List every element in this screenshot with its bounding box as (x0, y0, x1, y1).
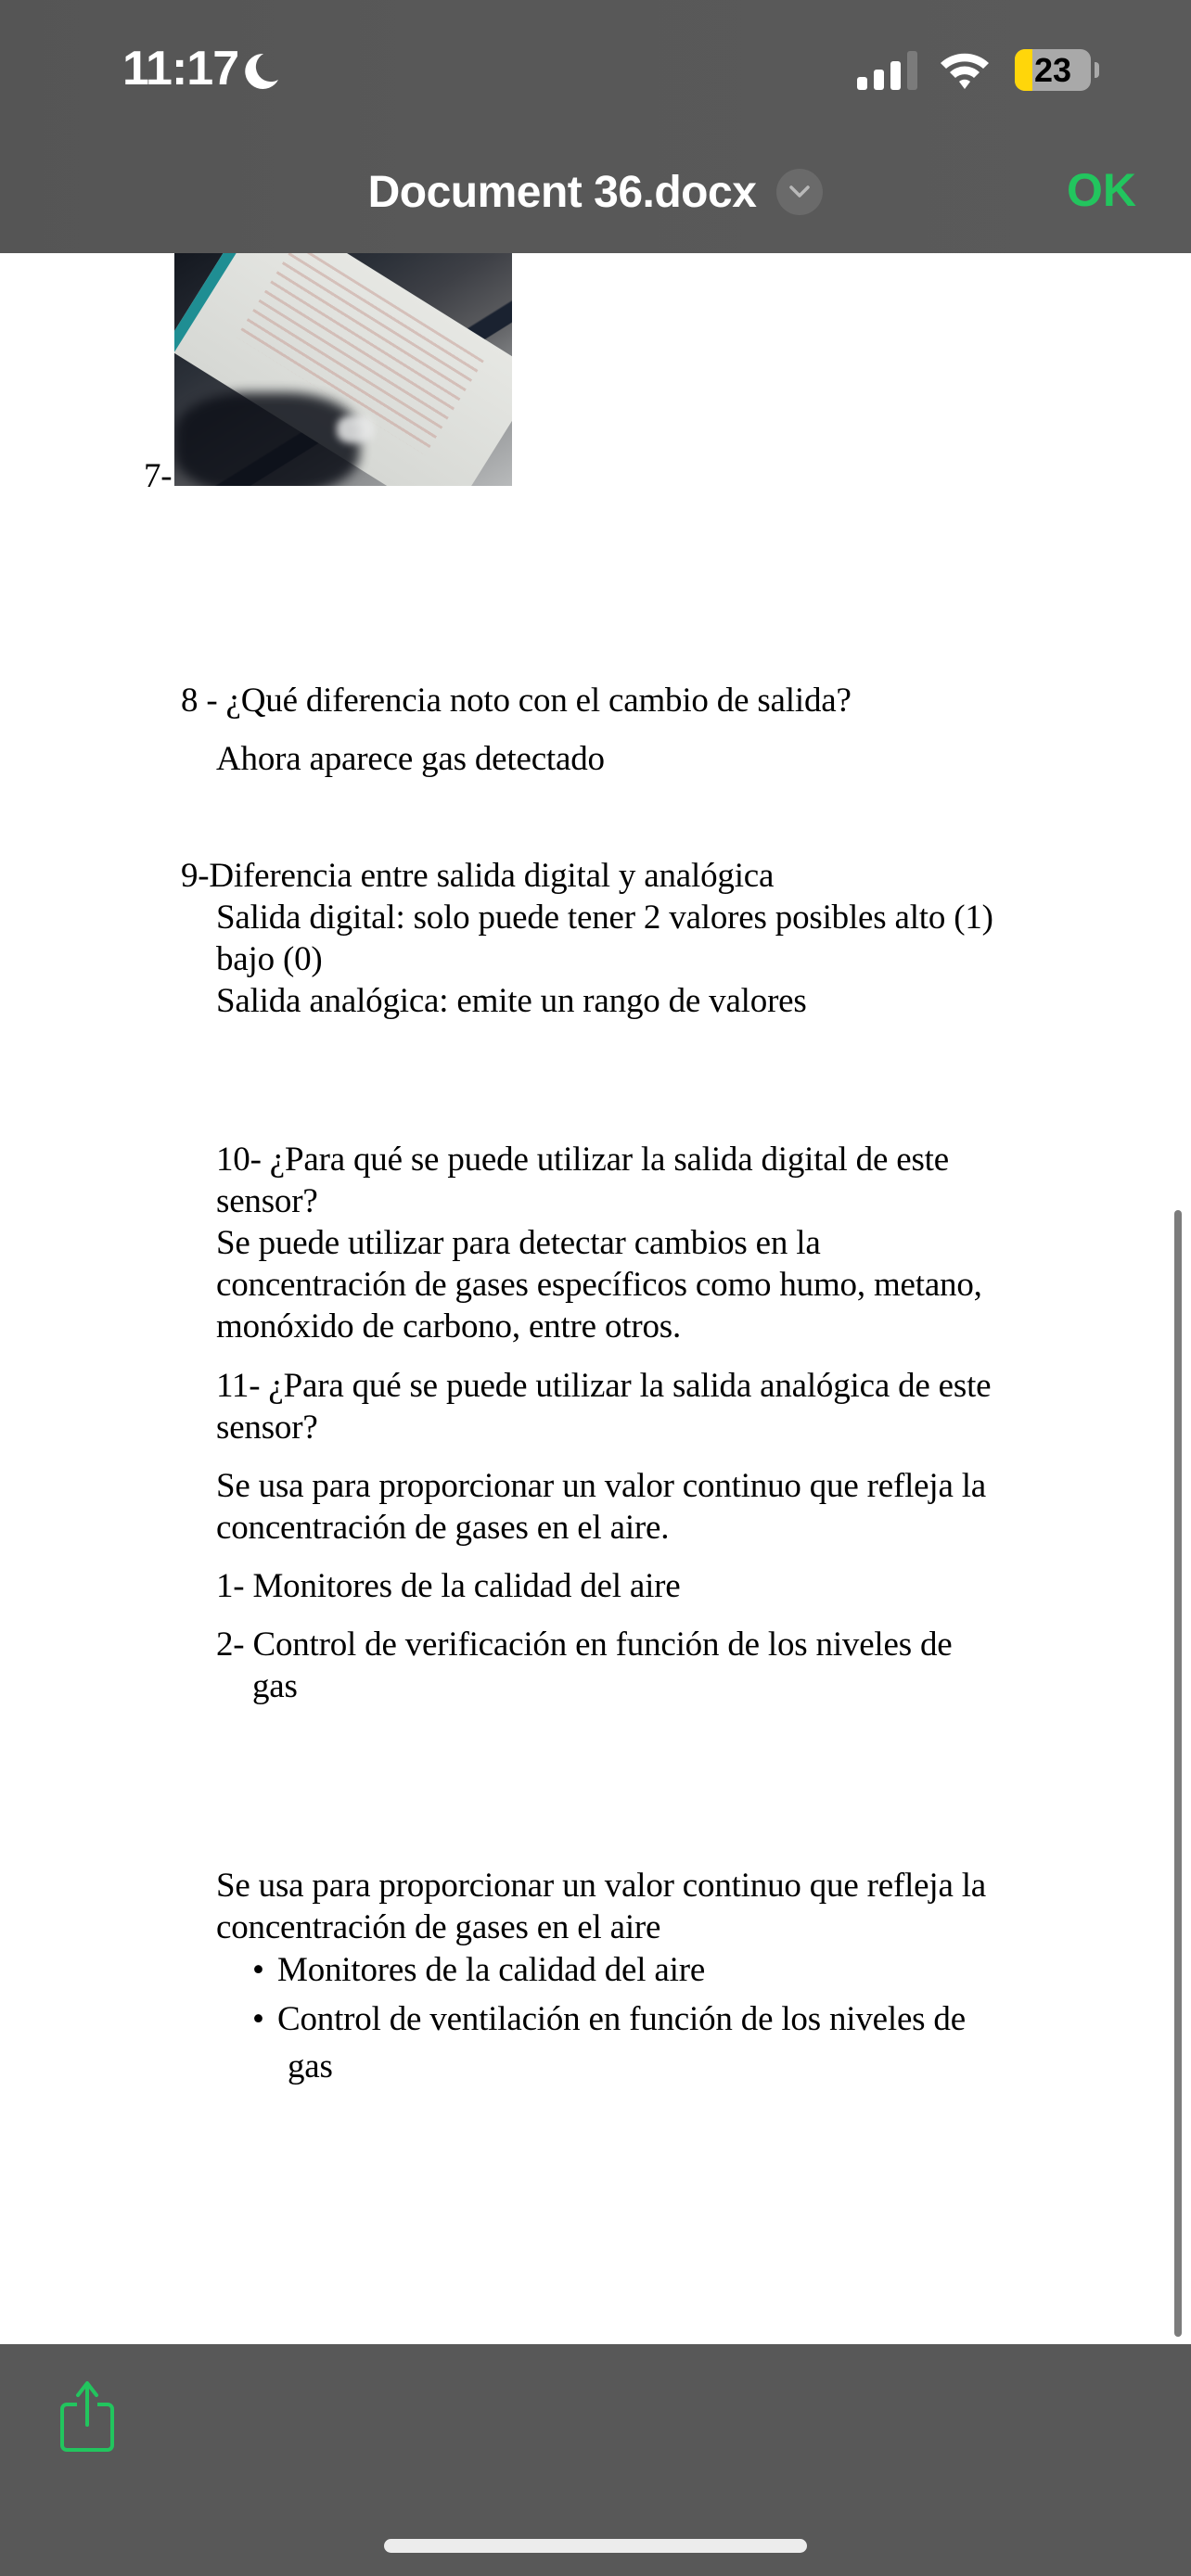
home-indicator[interactable] (384, 2539, 807, 2553)
embedded-photo[interactable] (174, 253, 512, 486)
answer-8: Ahora aparece gas detectado (216, 740, 605, 778)
chevron-down-icon (789, 185, 810, 198)
question-8: 8 - ¿Qué diferencia noto con el cambio de salida? (181, 682, 852, 720)
document-page[interactable] (0, 253, 1191, 2344)
battery-cap (1095, 62, 1099, 78)
answer-11-list-item-continuation: gas (252, 1667, 298, 1705)
answer-11-list-item: 1- Monitores de la calidad del aire (216, 1567, 681, 1605)
title-menu-button[interactable] (776, 169, 823, 215)
final-paragraph-line: concentración de gases en el aire (216, 1908, 661, 1946)
answer-11-line: concentración de gases en el aire. (216, 1509, 670, 1547)
battery-level: 23 (1033, 50, 1072, 89)
answer-9-line: Salida digital: solo puede tener 2 valores posibles alto (1) (216, 899, 993, 937)
question-9: 9-Diferencia entre salida digital y analógica (181, 857, 775, 895)
question-11-line: 11- ¿Para qué se puede utilizar la salida analógica de este (216, 1367, 992, 1405)
answer-9-line: Salida analógica: emite un rango de valores (216, 982, 807, 1020)
document-title-area (0, 159, 1191, 224)
bullet-item: Monitores de la calidad del aire (277, 1951, 706, 1989)
answer-11-line: Se usa para proporcionar un valor continuo que refleja la (216, 1467, 987, 1505)
photo-detail (337, 415, 374, 443)
answer-11-list-item: 2- Control de verificación en función de los niveles de (216, 1626, 953, 1664)
vertical-scrollbar[interactable] (1174, 1210, 1182, 2337)
item-7-label: 7- (144, 457, 173, 495)
question-10-line: sensor? (216, 1182, 318, 1220)
answer-10-line: Se puede utilizar para detectar cambios en la (216, 1224, 821, 1262)
question-11-line: sensor? (216, 1409, 318, 1447)
moon-icon (243, 52, 280, 91)
answer-9-line: bajo (0) (216, 940, 323, 978)
share-icon (59, 2380, 115, 2453)
bullet-item: Control de ventilación en función de los niveles de (277, 2000, 966, 2038)
answer-10-line: monóxido de carbono, entre otros. (216, 1307, 681, 1345)
battery-indicator (1015, 49, 1091, 91)
answer-10-line: concentración de gases específicos como humo, metano, (216, 1266, 982, 1304)
question-10-line: 10- ¿Para qué se puede utilizar la salida digital de este (216, 1141, 949, 1179)
final-paragraph-line: Se usa para proporcionar un valor continuo que refleja la (216, 1867, 987, 1905)
document-title[interactable]: Document 36.docx (367, 167, 757, 217)
bullet-icon: • (252, 2000, 264, 2038)
photo-detail (174, 392, 360, 486)
wifi-icon (937, 48, 992, 91)
status-time: 11:17 (122, 42, 239, 96)
bullet-item-continuation: gas (288, 2047, 333, 2085)
share-button[interactable] (59, 2380, 115, 2453)
top-bar (0, 0, 1191, 253)
cellular-signal-icon (857, 51, 922, 90)
ok-button[interactable]: OK (1067, 164, 1136, 216)
bullet-icon: • (252, 1951, 264, 1989)
